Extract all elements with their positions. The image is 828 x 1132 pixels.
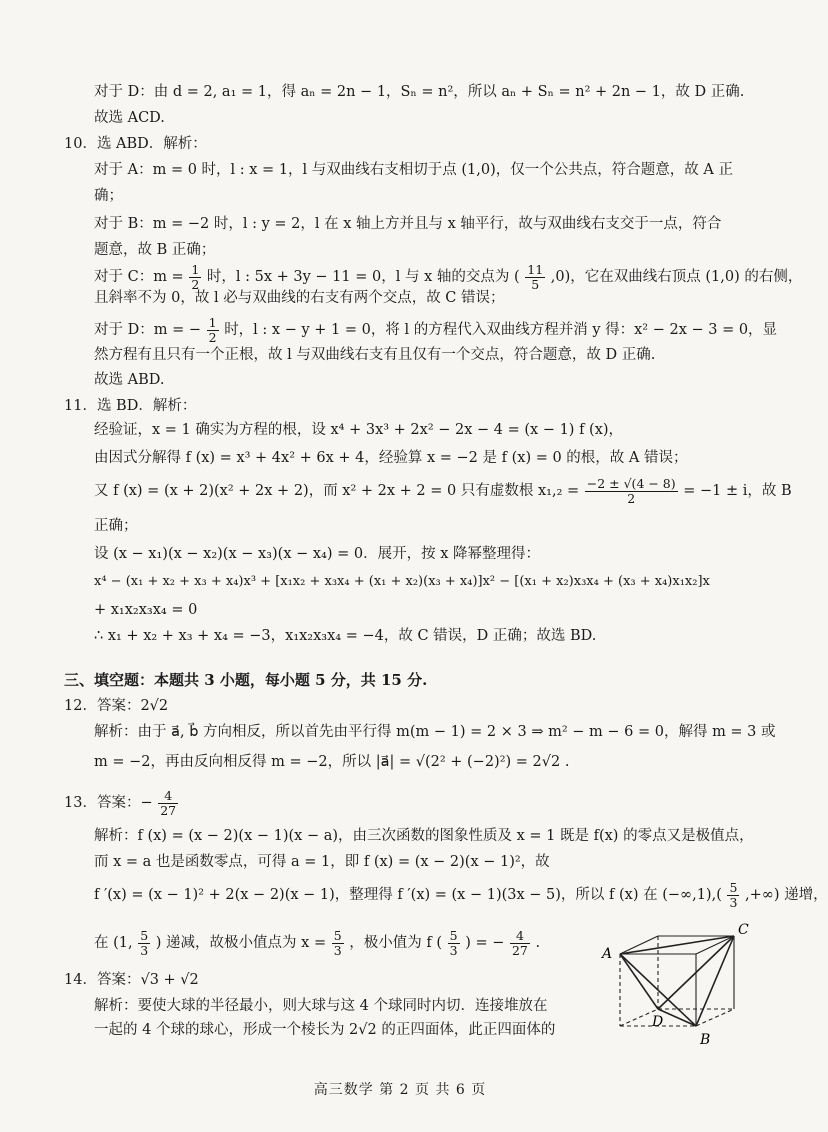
fraction-denominator: 3	[140, 942, 149, 958]
text-line: 经验证，x = 1 确实为方程的根，设 x⁴ + 3x³ + 2x² − 2x − 4 = (x − 1) f (x)，	[94, 422, 624, 438]
fraction-denominator: 27	[511, 942, 528, 958]
tetra-edge	[696, 936, 734, 1026]
fraction-denominator: 27	[160, 802, 177, 818]
text-span: 时，l : x − y + 1 = 0，将 l 的方程代入双曲线方程并消 y 得：x² − 2x − 3 = 0，显	[224, 322, 778, 338]
text-line	[94, 870, 828, 920]
fraction	[448, 929, 460, 958]
fraction-numerator: 4	[510, 929, 530, 944]
text-line: 故选 ACD.	[94, 110, 165, 126]
fraction-denominator: 3	[729, 894, 738, 910]
fraction-numerator: 1	[191, 261, 200, 277]
section-heading: 三、填空题：本题共 3 小题，每小题 5 分，共 15 分.	[64, 671, 428, 689]
text-span: 又 f (x) = (x + 2)(x² + 2x + 2)，而 x² + 2x + 2 = 0 只有虚数根 x₁,₂ =	[94, 483, 580, 499]
question-heading	[64, 780, 179, 826]
fraction	[138, 929, 150, 958]
fraction	[158, 789, 178, 818]
text-span: 对于 D：m = −	[94, 322, 202, 338]
fraction	[585, 477, 678, 506]
text-span: ，极小值为 f (	[349, 935, 443, 951]
text-line: 对于 A：m = 0 时，l : x = 1，l 与双曲线右支相切于点 (1,0)，仅一个公共点，符合题意，故 A 正	[94, 162, 733, 178]
tetra-edge	[620, 954, 658, 1009]
text-line: 解析：要使大球的半径最小，则大球与这 4 个球同时内切．连接堆放在	[94, 998, 548, 1014]
fraction	[332, 929, 344, 958]
cube-tetrahedron-figure	[596, 916, 766, 1062]
fraction-denominator: 5	[531, 276, 540, 292]
text-line	[94, 466, 792, 516]
text-line: 解析：f (x) = (x − 2)(x − 1)(x − a)，由三次函数的图象性质及 x = 1 既是 f(x) 的零点又是极值点，	[94, 828, 754, 844]
fraction-numerator: 5	[729, 879, 738, 895]
text-line	[94, 918, 540, 968]
text-line: 而 x = a 也是函数零点，可得 a = 1，即 f (x) = (x − 2)(x − 1)²，故	[94, 854, 550, 870]
text-line: 题意，故 B 正确；	[94, 242, 216, 258]
vertex-label-b: B	[700, 1032, 711, 1048]
text-span: ,0)，它在双曲线右顶点 (1,0) 的右侧，	[550, 269, 803, 285]
fraction-numerator: −2 ± √(4 − 8)	[586, 475, 676, 491]
page-footer: 高三数学 第 2 页 共 6 页	[313, 1082, 487, 1098]
fraction-numerator: 4	[158, 789, 178, 804]
text-line: 解析：由于 a⃗, b⃗ 方向相反，所以首先由平行得 m(m − 1) = 2 × 3 ⇒ m² − m − 6 = 0，解得 m = 3 或	[94, 724, 776, 740]
text-span: f ′(x) = (x − 1)² + 2(x − 2)(x − 1)，整理得 f ′(x) = (x − 1)(3x − 5)，所以 f (x) 在 (−∞,1),(	[94, 887, 722, 903]
vertex-label-d: D	[652, 1014, 664, 1030]
fraction-denominator: 2	[208, 329, 217, 345]
text-line: 且斜率不为 0，故 l 必与双曲线的右支有两个交点，故 C 错误；	[94, 290, 505, 306]
fraction-denominator: 2	[191, 276, 200, 292]
text-line: 确；	[94, 188, 123, 204]
question-heading: 11．选 BD．解析：	[64, 398, 197, 414]
text-span: 13．答案：−	[64, 795, 153, 811]
text-span: ) = −	[465, 935, 505, 951]
text-line: x⁴ − (x₁ + x₂ + x₃ + x₄)x³ + [x₁x₂ + x₃x₄ + (x₁ + x₂)(x₃ + x₄)]x² − [(x₁ + x₂)x₃x₄ + (x₃ + x₄)x₁x₂]x	[94, 574, 710, 589]
vertex-label-a: A	[602, 946, 613, 962]
text-span: ,+∞) 递增，	[745, 887, 828, 903]
text-line: 正确；	[94, 518, 138, 534]
text-line: 故选 ABD.	[94, 372, 165, 388]
question-heading: 10．选 ABD．解析：	[64, 136, 207, 152]
text-line: 设 (x − x₁)(x − x₂)(x − x₃)(x − x₄) = 0．展开，按 x 降幂整理得：	[94, 546, 540, 562]
question-heading: 14．答案：√3 + √2	[64, 972, 199, 988]
fraction	[727, 881, 739, 910]
text-line: 由因式分解得 f (x) = x³ + 4x² + 6x + 4，经验算 x = −2 是 f (x) = 0 的根，故 A 错误；	[94, 450, 688, 466]
fraction-denominator: 2	[627, 490, 636, 506]
fraction-numerator: 11	[527, 261, 544, 277]
fraction-numerator: 5	[449, 927, 458, 943]
text-line: + x₁x₂x₃x₄ = 0	[94, 602, 198, 618]
text-line: 然方程有且只有一个正根，故 l 与双曲线右支有且仅有一个交点，符合题意，故 D 正确.	[94, 347, 656, 363]
text-line: 对于 B：m = −2 时，l : y = 2，l 在 x 轴上方并且与 x 轴平行，故与双曲线右支交于一点，符合	[94, 216, 722, 232]
fraction	[510, 929, 530, 958]
text-span: 在 (1,	[94, 935, 133, 951]
text-span: = −1 ± i，故 B	[683, 483, 792, 499]
text-line: m = −2，再由反向相反得 m = −2，所以 |a⃗| = √(2² + (−2)²) = 2√2 .	[94, 754, 570, 770]
fraction	[525, 263, 545, 292]
text-line: ∴ x₁ + x₂ + x₃ + x₄ = −3，x₁x₂x₃x₄ = −4，故 C 错误，D 正确；故选 BD.	[94, 628, 597, 644]
fraction-denominator: 3	[449, 942, 458, 958]
text-span: 对于 C：m =	[94, 269, 184, 285]
fraction-numerator: 5	[333, 927, 342, 943]
text-span: ) 递减，故极小值点为 x =	[155, 935, 327, 951]
text-line: 对于 D：由 d = 2, a₁ = 1，得 aₙ = 2n − 1，Sₙ = n²，所以 aₙ + Sₙ = n² + 2n − 1，故 D 正确.	[94, 84, 745, 100]
fraction-numerator: 5	[140, 927, 149, 943]
fraction-denominator: 3	[333, 942, 342, 958]
fraction-numerator: 1	[208, 314, 217, 330]
tetra-edge	[658, 1009, 696, 1026]
question-heading: 12．答案：2√2	[64, 698, 169, 714]
vertex-label-c: C	[738, 922, 749, 938]
text-span: 时，l : 5x + 3y − 11 = 0，l 与 x 轴的交点为 (	[206, 269, 520, 285]
text-line: 一起的 4 个球的球心，形成一个棱长为 2√2 的正四面体，此正四面体的	[94, 1022, 556, 1038]
fraction	[207, 316, 219, 345]
text-span: .	[535, 935, 541, 951]
tetra-edge	[620, 936, 734, 954]
